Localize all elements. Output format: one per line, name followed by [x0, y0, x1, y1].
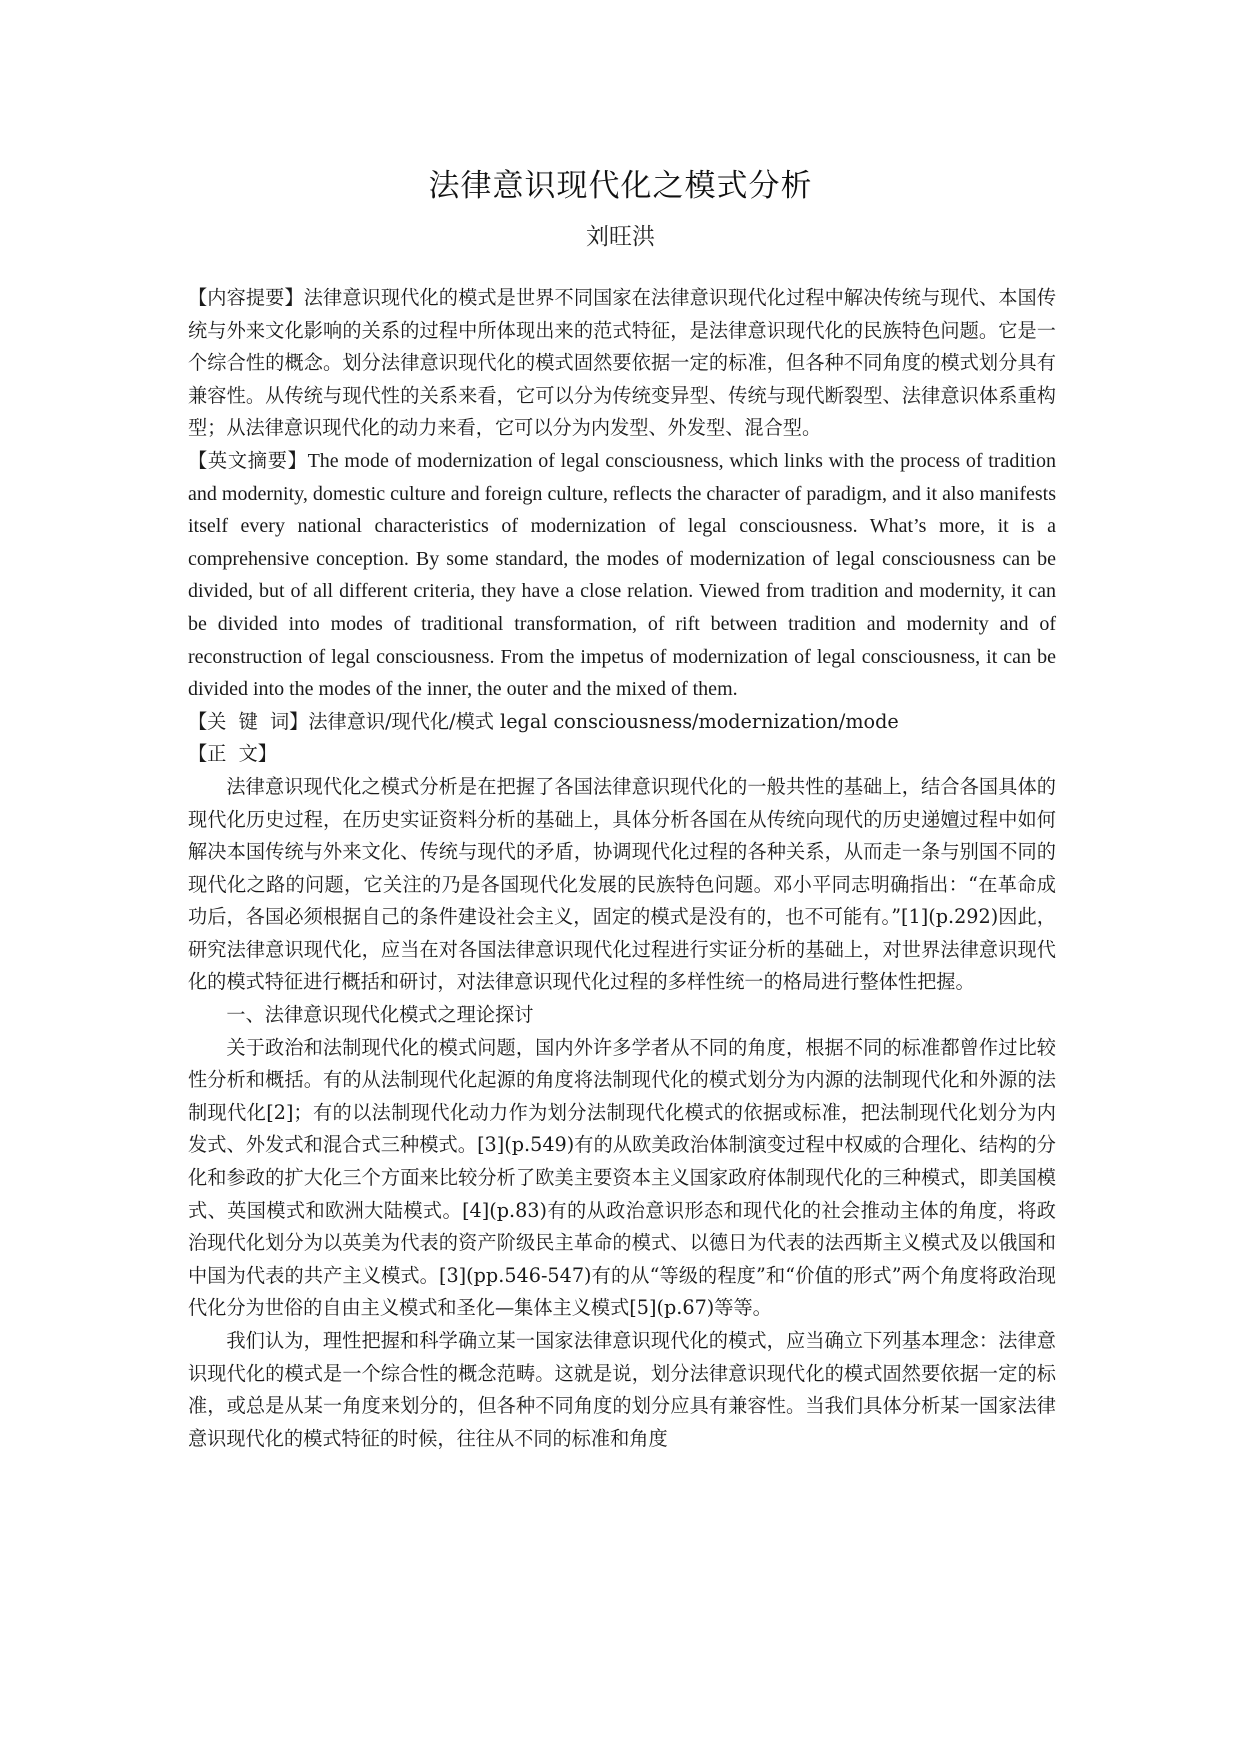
abstract-en-label: 【英文摘要】	[188, 448, 308, 472]
author-name: 刘旺洪	[586, 224, 655, 250]
keywords	[188, 706, 1056, 739]
abstract-cn-text: 法律意识现代化的模式是世界不同国家在法律意识现代化过程中解决传统与现代、本国传统与外来文化影响的关系的过程中所体现出来的范式特征，是法律意识现代化的民族特色问题。它是一个综合性的概念。划分法律意识现代化的模式固然要依据一定的标准，但各种不同角度的模式划分具有兼容性。从传统与现代性的关系来看，它可以分为传统变异型、传统与现代断裂型、法律意识体系重构型；从法律意识现代化的动力来看，它可以分为内发型、外发型、混合型。	[188, 286, 1057, 440]
abstract-cn	[188, 282, 1056, 445]
document-title: 法律意识现代化之模式分析	[428, 168, 813, 204]
paragraph-3: 我们认为，理性把握和科学确立某一国家法律意识现代化的模式，应当确立下列基本理念：法律意识现代化的模式是一个综合性的概念范畴。这就是说，划分法律意识现代化的模式固然要依据一定的标准，或总是从某一角度来划分的，但各种不同角度的划分应具有兼容性。当我们具体分析某一国家法律意识现代化的模式特征的时候，往往从不同的标准和角度	[188, 1329, 1056, 1450]
main-text-label: 【正 文】	[188, 742, 277, 766]
article-body	[188, 282, 1056, 1455]
paragraph-1: 法律意识现代化之模式分析是在把握了各国法律意识现代化的一般共性的基础上，结合各国具体的现代化历史过程，在历史实证资料分析的基础上，具体分析各国在从传统向现代的历史递嬗过程中如何解决本国传统与外来文化、传统与现代的矛盾，协调现代化过程的各种关系，从而走一条与别国不同的现代化之路的问题，它关注的乃是各国现代化发展的民族特色问题。邓小平同志明确指出：“在革命成功后，各国必须根据自己的条件建设社会主义，固定的模式是没有的，也不可能有。”[1](p.292)因此，研究法律意识现代化，应当在对各国法律意识现代化过程进行实证分析的基础上，对世界法律意识现代化的模式特征进行概括和研讨，对法律意识现代化过程的多样性统一的格局进行整体性把握。	[188, 774, 1056, 994]
keywords-text: 法律意识/现代化/模式 legal consciousness/modernization/mode	[308, 709, 899, 733]
paragraph-2: 关于政治和法制现代化的模式问题，国内外许多学者从不同的角度，根据不同的标准都曾作过比较性分析和概括。有的从法制现代化起源的角度将法制现代化的模式划分为内源的法制现代化和外源的法制现代化[2]；有的以法制现代化动力作为划分法制现代化模式的依据或标准，把法制现代化划分为内发式、外发式和混合式三种模式。[3](p.549)有的从欧美政治体制演变过程中权威的合理化、结构的分化和参政的扩大化三个方面来比较分析了欧美主要资本主义国家政府体制现代化的三种模式，即美国模式、英国模式和欧洲大陆模式。[4](p.83)有的从政治意识形态和现代化的社会推动主体的角度，将政治现代化划分为以英美为代表的资产阶级民主革命的模式、以德日为代表的法西斯主义模式及以俄国和中国为代表的共产主义模式。[3](pp.546-547)有的从“等级的程度”和“价值的形式”两个角度将政治现代化分为世俗的自由主义模式和圣化—集体主义模式[5](p.67)等等。	[188, 1035, 1056, 1320]
abstract-cn-label: 【内容提要】	[188, 286, 304, 309]
section-heading-1: 一、法律意识现代化模式之理论探讨	[226, 1003, 534, 1027]
abstract-en-text: The mode of modernization of legal consciousness, which links with the process of tradition and modernity, domestic culture and foreign culture, reflects the character of paradigm, and it also manifests itself every national characteristics of modernization of legal consciousness. What’s more, it is a comprehensive conception. By some standard, the modes of modernization of legal consciousness can be divided, but of all different criteria, they have a close relation. Viewed from tradition and modernity, it can be divided into modes of traditional transformation, of rift between tradition and modernity and of reconstruction of legal consciousness. From the impetus of modernization of legal consciousness, it can be divided into the modes of the inner, the outer and the mixed of them.	[188, 449, 1056, 701]
keywords-label: 【关 键 词】	[188, 709, 309, 733]
abstract-en	[188, 445, 1056, 706]
